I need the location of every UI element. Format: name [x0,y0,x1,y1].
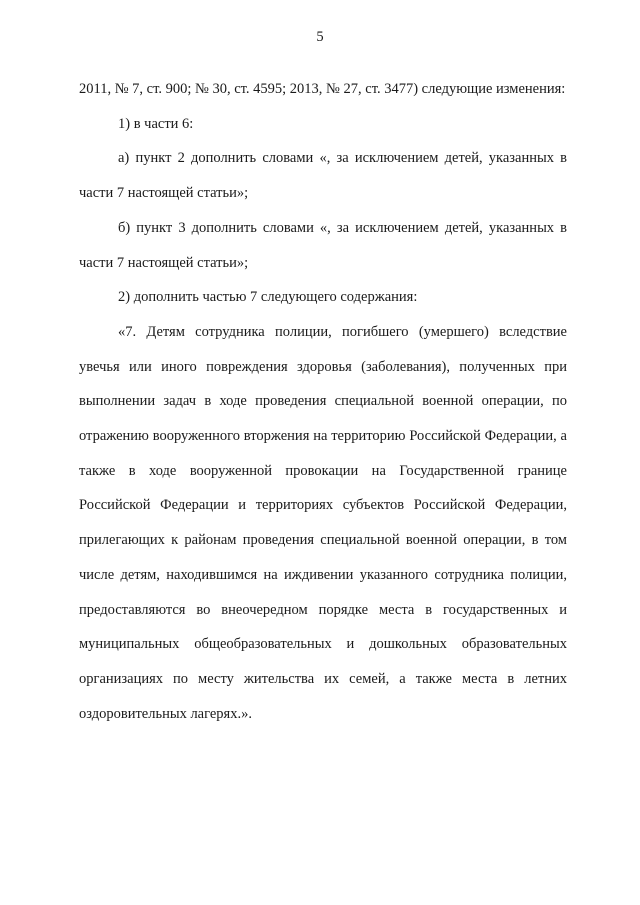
paragraph-new-part-7: «7. Детям сотрудника полиции, погибшего (умершего) вследствие увечья или иного повреждения здоровья (заболевания), полученных при выполнении задач в ходе проведения специальной военной операции, по отражению вооруженного вторжения на территорию Российской Федерации, а также в ходе вооруженной провокации на Государственной границе Российской Федерации и территориях субъектов Российской Федерации, прилегающих к районам проведения специальной военной операции, в том числе детям, находившимся на иждивении указанного сотрудника полиции, предоставляются во внеочередном порядке места в государственных и муниципальных общеобразовательных и дошкольных образовательных организациях по месту жительства их семей, а также места в летних оздоровительных лагерях.». [79,323,567,722]
paragraph-item-2: 2) дополнить частью 7 следующего содержания: [118,289,418,306]
paragraph-continuation: 2011, № 7, ст. 900; № 30, ст. 4595; 2013, № 27, ст. 3477) следующие изменения: [79,81,566,97]
document-body [79,72,567,731]
paragraph-item-1: 1) в части 6: [118,115,194,132]
page-number: 5 [316,29,324,45]
paragraph-subitem-b: б) пункт 3 дополнить словами «, за исключением детей, указанных в части 7 настоящей статьи»; [79,219,567,271]
paragraph-subitem-a: а) пункт 2 дополнить словами «, за исключением детей, указанных в части 7 настоящей статьи»; [79,150,567,202]
